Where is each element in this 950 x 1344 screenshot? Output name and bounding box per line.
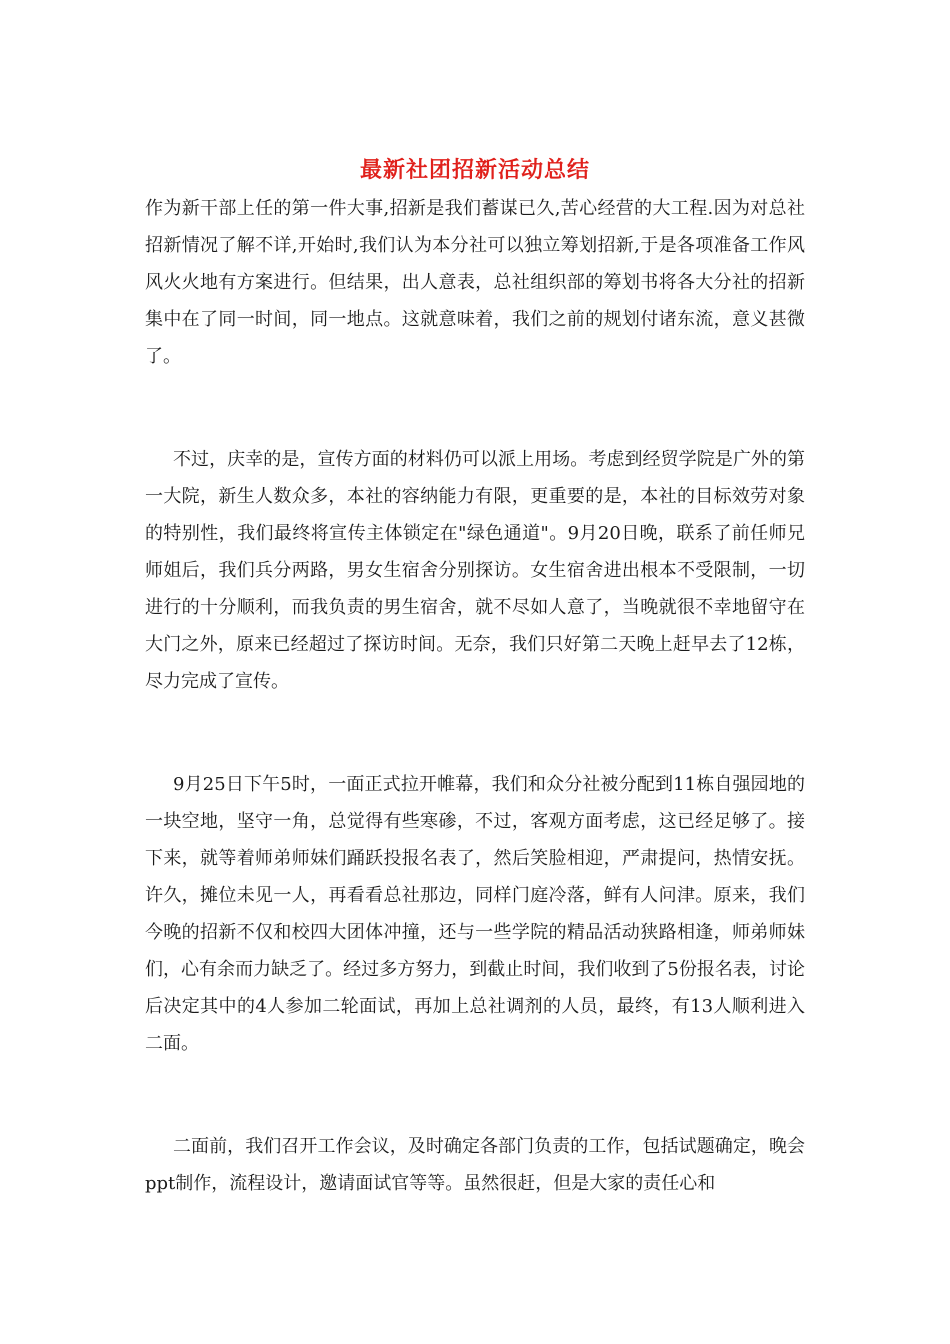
paragraph-gap [145,375,805,441]
paragraph-2: 不过，庆幸的是，宣传方面的材料仍可以派上用场。考虑到经贸学院是广外的第一大院，新生人数众多，本社的容纳能力有限，更重要的是，本社的目标效劳对象的特别性，我们最终将宣传主体锁定在"绿色通道"。9月20日晚，联系了前任师兄师姐后，我们兵分两路，男女生宿舍分别探访。女生宿舍进出根本不受限制，一切进行的十分顺利，而我负责的男生宿舍，就不尽如人意了，当晚就很不幸地留守在大门之外，原来已经超过了探访时间。无奈，我们只好第二天晚上赶早去了12栋，尽力完成了宣传。 [145,449,805,692]
document-title: 最新社团招新活动总结 [359,157,590,183]
paragraph-gap [145,1062,805,1128]
paragraph-gap [145,700,805,766]
paragraph-4: 二面前，我们召开工作会议，及时确定各部门负责的工作，包括试题确定，晚会ppt制作，流程设计，邀请面试官等等。虽然很赶，但是大家的责任心和 [145,1136,805,1194]
paragraph-1: 作为新干部上任的第一件大事,招新是我们蓄谋已久,苦心经营的大工程.因为对总社招新情况了解不详,开始时,我们认为本分社可以独立筹划招新,于是各项准备工作风风火火地有方案进行。但结果，出人意表，总社组织部的筹划书将各大分社的招新集中在了同一时间，同一地点。这就意味着，我们之前的规划付诸东流，意义甚微了。 [145,198,805,367]
document-page [145,150,805,1202]
paragraph-3: 9月25日下午5时，一面正式拉开帷幕，我们和众分社被分配到11栋自强园地的一块空地，坚守一角，总觉得有些寒碜，不过，客观方面考虑，这已经足够了。接下来，就等着师弟师妹们踊跃投报名表了，然后笑脸相迎，严肃提问，热情安抚。许久，摊位未见一人，再看看总社那边，同样门庭冷落，鲜有人问津。原来，我们今晚的招新不仅和校四大团体冲撞，还与一些学院的精品活动狭路相逢，师弟师妹们，心有余而力缺乏了。经过多方努力，到截止时间，我们收到了5份报名表，讨论后决定其中的4人参加二轮面试，再加上总社调剂的人员，最终，有13人顺利进入二面。 [145,774,805,1054]
